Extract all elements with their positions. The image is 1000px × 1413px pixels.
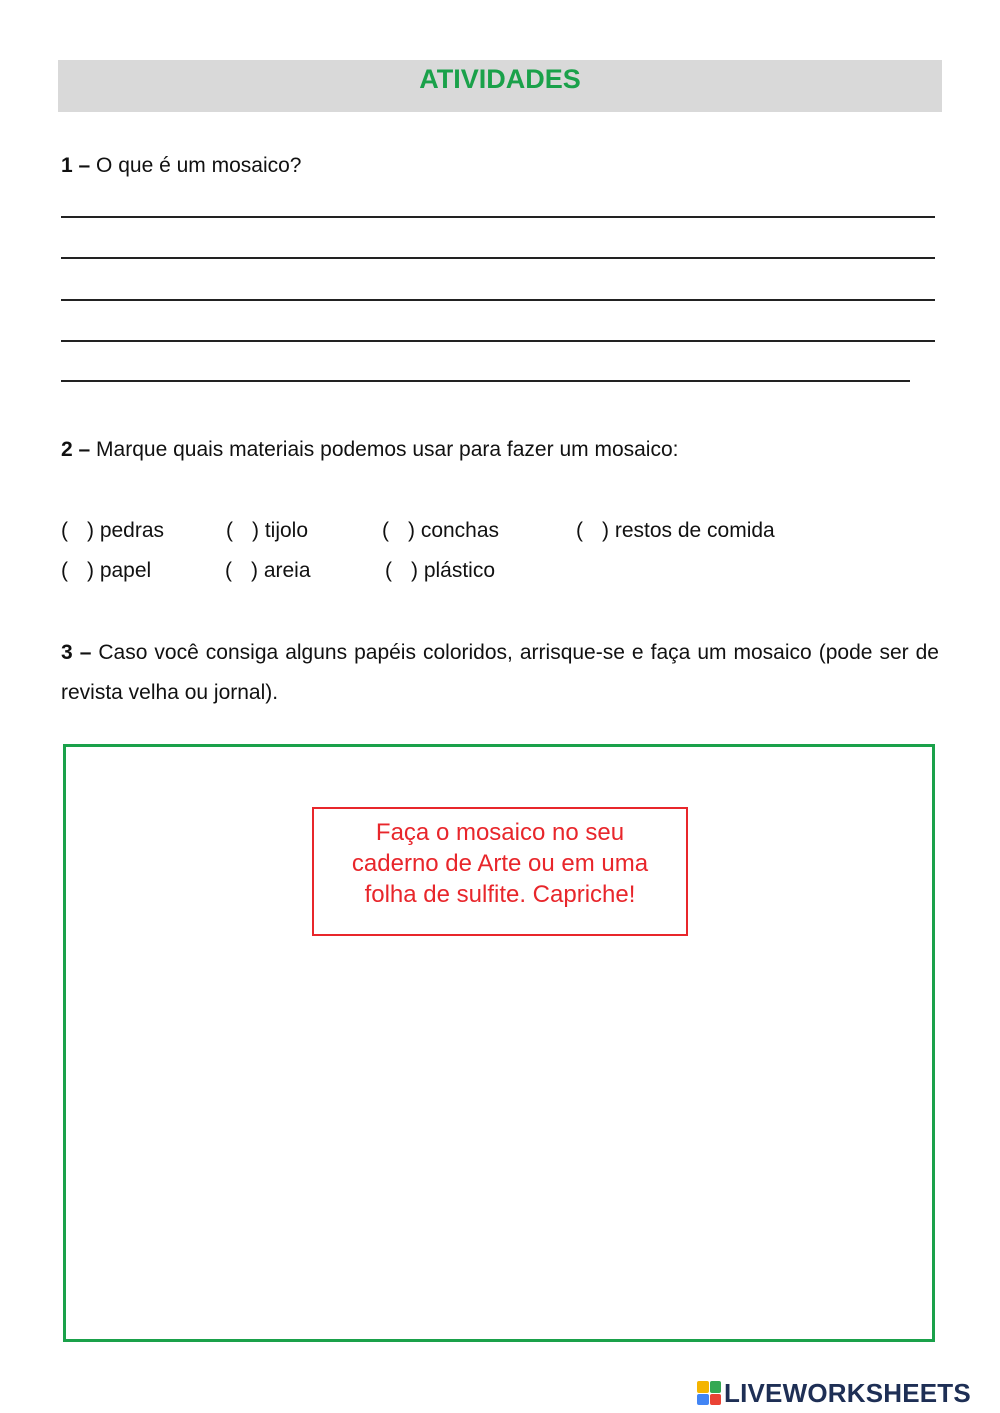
- liveworksheets-logo-icon: [697, 1381, 721, 1405]
- question-3: [61, 633, 939, 713]
- option-areia[interactable]: [225, 558, 311, 584]
- option-label: ) conchas: [408, 519, 500, 542]
- answer-line-1[interactable]: [61, 216, 935, 218]
- page-title: ATIVIDADES: [419, 64, 581, 94]
- option-label: ) restos de comida: [602, 519, 775, 542]
- instruction-note: [312, 807, 688, 936]
- question-1-number: 1 –: [61, 154, 91, 177]
- option-checkbox[interactable]: (: [576, 519, 583, 542]
- answer-line-4[interactable]: [61, 340, 935, 342]
- answer-line-2[interactable]: [61, 257, 935, 259]
- option-pedras[interactable]: [61, 518, 164, 544]
- option-plastico[interactable]: [385, 558, 495, 584]
- option-label: ) papel: [87, 559, 152, 582]
- option-restos-de-comida[interactable]: [576, 518, 775, 544]
- question-2-text: Marque quais materiais podemos usar para fazer um mosaico:: [96, 438, 679, 461]
- header-bar: [58, 60, 942, 112]
- option-label: ) plástico: [411, 559, 496, 582]
- question-3-number: 3 –: [61, 641, 92, 664]
- option-papel[interactable]: [61, 558, 151, 584]
- question-2-number: 2 –: [61, 438, 91, 461]
- option-checkbox[interactable]: (: [385, 559, 392, 582]
- question-3-text: Caso você consiga alguns papéis coloridos, arrisque-se e faça um mosaico (pode ser de revista velha ou jornal).: [61, 641, 939, 704]
- option-checkbox[interactable]: (: [225, 559, 232, 582]
- option-checkbox[interactable]: (: [61, 519, 68, 542]
- option-checkbox[interactable]: (: [226, 519, 233, 542]
- option-tijolo[interactable]: [226, 518, 308, 544]
- question-2: [61, 437, 678, 463]
- question-1-text: O que é um mosaico?: [96, 154, 302, 177]
- option-label: ) areia: [251, 559, 311, 582]
- brand-name: LIVEWORKSHEETS: [724, 1377, 971, 1408]
- option-checkbox[interactable]: (: [382, 519, 389, 542]
- option-label: ) pedras: [87, 519, 165, 542]
- option-checkbox[interactable]: (: [61, 559, 68, 582]
- liveworksheets-brand: [697, 1379, 971, 1407]
- answer-line-5[interactable]: [61, 380, 910, 382]
- instruction-note-text: Faça o mosaico no seu caderno de Arte ou em uma folha de sulfite. Capriche!: [351, 819, 649, 908]
- option-label: ) tijolo: [252, 519, 309, 542]
- option-conchas[interactable]: [382, 518, 499, 544]
- question-1: [61, 153, 301, 179]
- answer-line-3[interactable]: [61, 299, 935, 301]
